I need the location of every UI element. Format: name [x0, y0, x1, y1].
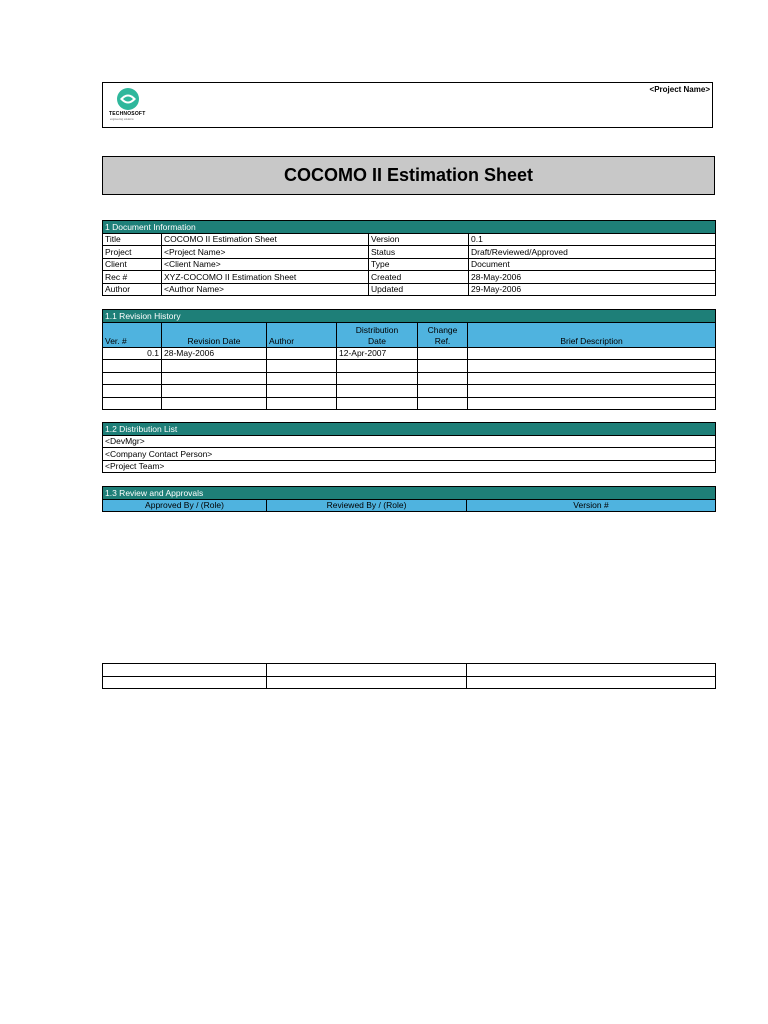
column-header-row: [103, 499, 716, 512]
cell[interactable]: [418, 347, 468, 360]
table-row: [103, 397, 716, 410]
cell[interactable]: 0.1: [469, 233, 716, 246]
document-info-table: [102, 220, 716, 296]
section-heading-revision-history: 1.1 Revision History: [103, 310, 716, 323]
cell[interactable]: [267, 664, 467, 677]
logo-text: TECHNOSOFT: [109, 111, 146, 117]
cell[interactable]: [267, 385, 337, 398]
section-heading-doc-info: 1 Document Information: [103, 221, 716, 234]
cell[interactable]: [267, 347, 337, 360]
cell[interactable]: 28-May-2006: [162, 347, 267, 360]
document-header: [102, 82, 713, 128]
column-header-row: [103, 322, 716, 347]
cell: Type: [369, 258, 469, 271]
cell: Status: [369, 246, 469, 259]
cell: Client: [103, 258, 162, 271]
list-item: [103, 435, 716, 448]
list-item: [103, 460, 716, 473]
cell[interactable]: [467, 664, 716, 677]
col-header-version: Ver. #: [103, 322, 162, 347]
table-row: [103, 246, 716, 259]
col-header-distribution-date: Distribution Date: [337, 322, 418, 347]
cell[interactable]: [162, 360, 267, 373]
logo-subtext: engineering solutions: [110, 118, 134, 121]
cell[interactable]: [468, 372, 716, 385]
cell[interactable]: [162, 397, 267, 410]
review-approvals-table: [102, 486, 716, 512]
table-row: [103, 258, 716, 271]
cell[interactable]: COCOMO II Estimation Sheet: [162, 233, 369, 246]
cell[interactable]: XYZ-COCOMO II Estimation Sheet: [162, 271, 369, 284]
cell[interactable]: <Company Contact Person>: [103, 448, 716, 461]
cell[interactable]: Document: [469, 258, 716, 271]
table-row: [103, 385, 716, 398]
cell: Project: [103, 246, 162, 259]
table-row: [103, 676, 716, 689]
cell: Author: [103, 283, 162, 296]
table-row: [103, 360, 716, 373]
cell[interactable]: [337, 397, 418, 410]
cell: Created: [369, 271, 469, 284]
cell[interactable]: 12-Apr-2007: [337, 347, 418, 360]
cell[interactable]: 29-May-2006: [469, 283, 716, 296]
cell[interactable]: [467, 676, 716, 689]
cell[interactable]: [418, 397, 468, 410]
cell[interactable]: [468, 385, 716, 398]
cell[interactable]: [103, 372, 162, 385]
table-row: [103, 233, 716, 246]
cell[interactable]: <Author Name>: [162, 283, 369, 296]
table-row: [103, 664, 716, 677]
list-item: [103, 448, 716, 461]
cell[interactable]: Draft/Reviewed/Approved: [469, 246, 716, 259]
cell[interactable]: [267, 676, 467, 689]
cell[interactable]: [103, 385, 162, 398]
table-row: [103, 347, 716, 360]
header-project-name: <Project Name>: [649, 85, 710, 94]
cell[interactable]: [103, 360, 162, 373]
cell[interactable]: [337, 360, 418, 373]
cell[interactable]: [162, 385, 267, 398]
cell: Title: [103, 233, 162, 246]
page-title: COCOMO II Estimation Sheet: [102, 156, 715, 195]
cell[interactable]: [418, 385, 468, 398]
cell[interactable]: [103, 676, 267, 689]
cell[interactable]: [267, 372, 337, 385]
cell[interactable]: [418, 360, 468, 373]
cell[interactable]: [468, 360, 716, 373]
section-heading-reviews: 1.3 Review and Approvals: [103, 487, 716, 500]
col-header-approved-by: Approved By / (Role): [103, 499, 267, 512]
cell[interactable]: <Client Name>: [162, 258, 369, 271]
cell[interactable]: [337, 385, 418, 398]
cell: Updated: [369, 283, 469, 296]
revision-history-table: [102, 309, 716, 410]
cell[interactable]: [468, 397, 716, 410]
cell: Rec #: [103, 271, 162, 284]
cell[interactable]: <Project Name>: [162, 246, 369, 259]
col-header-brief-description: Brief Description: [468, 322, 716, 347]
table-row: [103, 283, 716, 296]
cell[interactable]: [418, 372, 468, 385]
col-header-version: Version #: [467, 499, 716, 512]
cell[interactable]: [103, 397, 162, 410]
col-header-change-ref: Change Ref.: [418, 322, 468, 347]
cell[interactable]: 28-May-2006: [469, 271, 716, 284]
cell[interactable]: <Project Team>: [103, 460, 716, 473]
cell: Version: [369, 233, 469, 246]
cell[interactable]: [337, 372, 418, 385]
cell[interactable]: <DevMgr>: [103, 435, 716, 448]
col-header-reviewed-by: Reviewed By / (Role): [267, 499, 467, 512]
table-row: [103, 271, 716, 284]
cell[interactable]: [468, 347, 716, 360]
cell[interactable]: [103, 664, 267, 677]
review-approvals-rows: [102, 663, 716, 689]
col-header-author: Author: [267, 322, 337, 347]
cell[interactable]: [267, 397, 337, 410]
table-row: [103, 372, 716, 385]
section-heading-distribution: 1.2 Distribution List: [103, 423, 716, 436]
col-header-revision-date: Revision Date: [162, 322, 267, 347]
cell[interactable]: [267, 360, 337, 373]
cell[interactable]: 0.1: [103, 347, 162, 360]
cell[interactable]: [162, 372, 267, 385]
distribution-list-table: [102, 422, 716, 473]
